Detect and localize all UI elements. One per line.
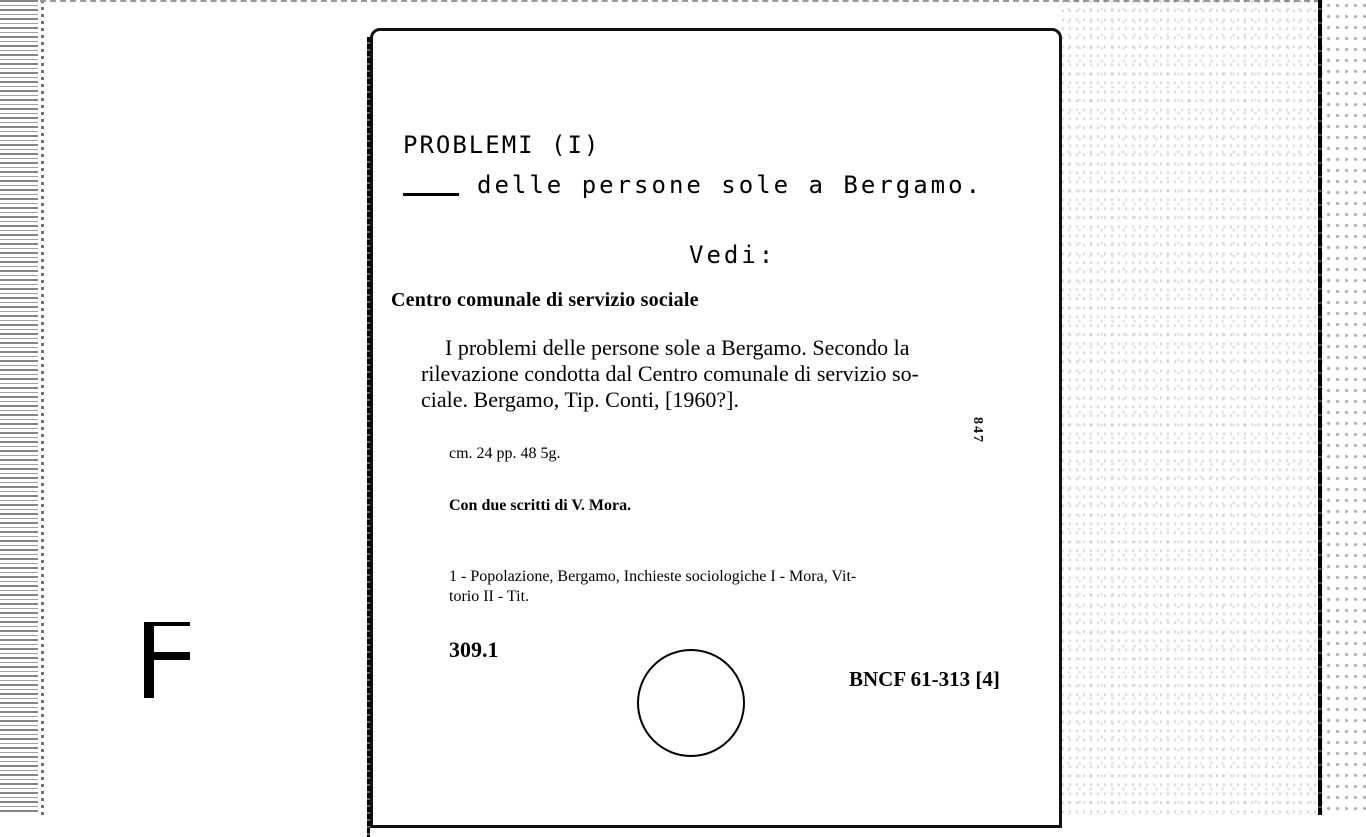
f-top-bar [144, 622, 190, 626]
catalog-card [370, 28, 1062, 828]
f-mid-bar [144, 652, 190, 660]
library-reference: BNCF 61-313 [4] [849, 667, 1000, 691]
card-subheading: delle persone sole a Bergamo. [477, 171, 984, 199]
tracing-line: torio II - Tit. [449, 588, 530, 605]
margin-letter-f [144, 622, 190, 698]
side-stamp-number: 847 [970, 417, 985, 444]
tracings [449, 567, 1049, 607]
scan-left-edge [0, 0, 38, 815]
title-statement [421, 335, 1051, 413]
f-stem [144, 622, 154, 698]
title-line: I problemi delle persone sole a Bergamo. Secondo la [445, 335, 910, 360]
see-also-label: Vedi: [689, 241, 777, 269]
scan-right-speckle [1062, 0, 1324, 815]
punch-hole-circle [637, 649, 745, 757]
author-heading: Centro comunale di servizio sociale [391, 289, 699, 311]
scan-far-right-speckle [1324, 0, 1366, 815]
scan-right-border [1318, 0, 1322, 815]
heading-dash [403, 193, 459, 196]
title-line: rilevazione condotta dal Centro comunale di servizio so- [421, 361, 919, 386]
title-line: ciale. Bergamo, Tip. Conti, [1960?]. [421, 387, 739, 412]
tracing-line: 1 - Popolazione, Bergamo, Inchieste sociologiche I - Mora, Vit- [449, 568, 857, 585]
card-note: Con due scritti di V. Mora. [449, 497, 632, 514]
collation: cm. 24 pp. 48 5g. [449, 445, 561, 462]
card-heading: PROBLEMI (I) [403, 131, 601, 159]
classification-number: 309.1 [449, 637, 499, 662]
